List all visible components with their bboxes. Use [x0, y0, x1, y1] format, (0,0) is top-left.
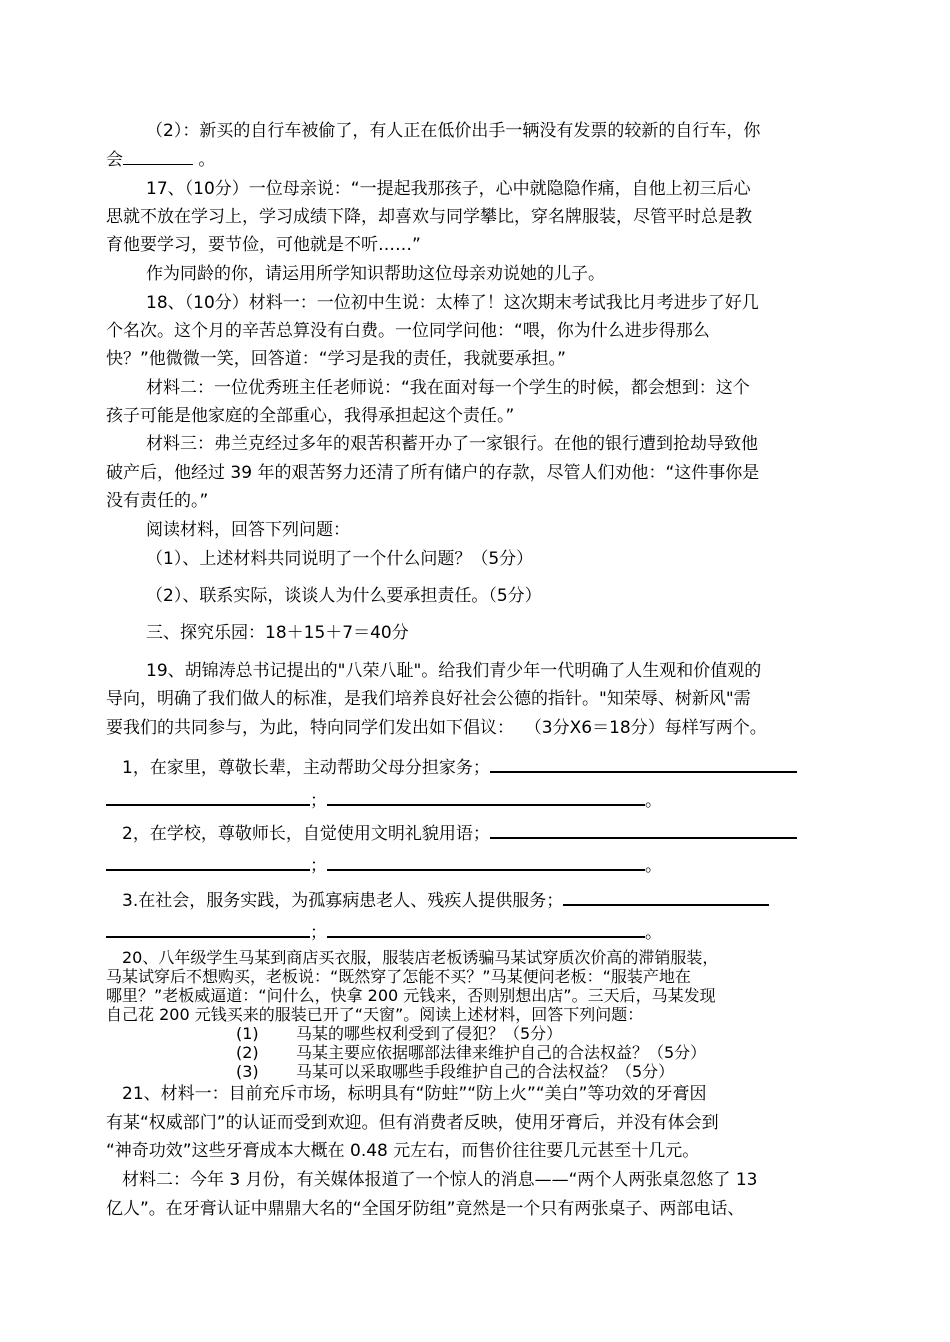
q20-question-3: 马某可以采取哪些手段维护自己的合法权益？（5分） [296, 1062, 675, 1081]
answer-blank[interactable] [123, 150, 193, 165]
q17-line2: 思就不放在学习上，学习成绩下降，却喜欢与同学攀比，穿名牌服装，尽管平时总是教 [106, 207, 752, 227]
q19-item-1-label: 1，在家里，尊敬长辈，主动帮助父母分担家务； [122, 758, 490, 778]
q19-item-3-cont [106, 922, 662, 944]
q20-question-1-number: (1) [236, 1024, 259, 1043]
q16-sub2-line1: （2）：新买的自行车被偷了，有人正在低价出手一辆没有发票的较新的自行车，你 [146, 121, 761, 141]
period: 。 [645, 923, 662, 943]
q19-item-1-cont [106, 790, 662, 812]
q18-line5: 孩子可能是他家庭的全部重心，我得承担起这个责任。” [106, 406, 515, 426]
semicolon: ； [310, 791, 327, 811]
q19-item-2 [122, 823, 797, 845]
answer-blank[interactable] [490, 757, 797, 773]
answer-blank[interactable] [106, 790, 310, 806]
section-3-heading: 三、探究乐园：18＋15＋7＝40分 [146, 623, 409, 643]
q18-line6: 材料三：弗兰克经过多年的艰苦积蓄开办了一家银行。在他的银行遭到抢劫导致他 [146, 434, 758, 454]
q21-line1: 21、材料一：目前充斥市场，标明具有“防蛀”“防上火”“美白”等功效的牙膏因 [122, 1084, 707, 1104]
q20-line1: 20、八年级学生马某到商店买衣服，服装店老板诱骗马某试穿质次价高的滞销服装， [122, 948, 719, 967]
q17-line3: 育他要学习，要节俭，可他就是不听……” [106, 235, 421, 255]
q20-question-2-number: (2) [236, 1043, 259, 1062]
q18-line8: 没有责任的。” [106, 491, 209, 511]
q21-line2: 有某“权威部门”的认证而受到欢迎。但有消费者反映，使用牙膏后，并没有体会到 [106, 1113, 719, 1133]
period: 。 [645, 791, 662, 811]
q18-line1: 18、（10分）材料一：一位初中生说：太棒了！这次期末考试我比月考进步了好几 [146, 293, 759, 313]
period: 。 [645, 856, 662, 876]
q19-item-2-cont [106, 855, 662, 877]
answer-blank[interactable] [563, 890, 769, 906]
q19-item-1 [122, 757, 797, 779]
answer-blank[interactable] [327, 790, 645, 806]
q20-line2: 马某试穿后不想购买，老板说：“既然穿了怎能不买？”马某便问老板：“服装产地在 [106, 967, 691, 986]
answer-blank[interactable] [106, 855, 310, 871]
q17-task: 作为同龄的你，请运用所学知识帮助这位母亲劝说她的儿子。 [146, 264, 605, 284]
q20-line3: 哪里？”老板威逼道：“问什么，快拿 200 元钱来，否则别想出店”。三天后，马某发现 [106, 986, 716, 1005]
q20-question-3-number: (3) [236, 1062, 259, 1081]
q21-line5: 亿人”。在牙膏认证中鼎鼎大名的“全国牙防组”竟然是一个只有两张桌子、两部电话、 [106, 1199, 745, 1219]
q16-sub2-prefix: 会 [106, 150, 123, 170]
q19-item-2-label: 2，在学校，尊敬师长，自觉使用文明礼貌用语； [122, 824, 490, 844]
semicolon: ； [310, 923, 327, 943]
answer-blank[interactable] [490, 823, 797, 839]
q21-line3: “神奇功效”这些牙膏成本大概在 0.48 元左右，而售价往往要几元甚至十几元。 [106, 1141, 700, 1161]
q18-line7: 破产后，他经过 39 年的艰苦努力还清了所有储户的存款，尽管人们劝他：“这件事你是 [106, 463, 760, 483]
answer-blank[interactable] [106, 922, 310, 938]
q21-line4: 材料二：今年 3 月份，有关媒体报道了一个惊人的消息——“两个人两张桌忽悠了 13 [122, 1170, 758, 1190]
q19-line1: 19、胡锦涛总书记提出的"八荣八耻"。给我们青少年一代明确了人生观和价值观的 [146, 661, 762, 681]
q16-sub2-end: 。 [198, 150, 216, 170]
answer-blank[interactable] [327, 922, 645, 938]
q18-line4: 材料二：一位优秀班主任老师说：“我在面对每一个学生的时候，都会想到：这个 [146, 378, 750, 398]
q18-question-2: （2）、联系实际，谈谈人为什么要承担责任。（5分） [146, 586, 542, 606]
q18-instruction: 阅读材料，回答下列问题： [146, 520, 350, 540]
q18-question-1: （1）、上述材料共同说明了一个什么问题？（5分） [146, 549, 534, 569]
q19-line2: 导向，明确了我们做人的标准，是我们培养良好社会公德的指针。"知荣辱、树新风"需 [106, 689, 751, 709]
answer-blank[interactable] [327, 855, 645, 871]
q19-item-3-label: 3.在社会，服务实践，为孤寡病患老人、残疾人提供服务； [122, 891, 564, 911]
q16-sub2-line2 [106, 149, 215, 171]
semicolon: ； [310, 856, 327, 876]
q19-item-3 [122, 890, 769, 912]
q19-line3: 要我们的共同参与，为此，特向同学们发出如下倡议： （3分X6＝18分）每样写两个。 [106, 718, 767, 738]
q20-question-2: 马某主要应依据哪部法律来维护自己的合法权益？（5分） [296, 1043, 707, 1062]
q18-line3: 快？”他微微一笑，回答道：“学习是我的责任，我就要承担。” [106, 349, 566, 369]
q17-line1: 17、（10分）一位母亲说：“一提起我那孩子，心中就隐隐作痛，自他上初三后心 [146, 179, 751, 199]
q18-line2: 个名次。这个月的辛苦总算没有白费。一位同学问他：“喂，你为什么进步得那么 [106, 321, 710, 341]
q20-line4: 自己花 200 元钱买来的服装已开了“天窗”。阅读上述材料，回答下列问题： [106, 1005, 644, 1024]
q20-question-1: 马某的哪些权利受到了侵犯？（5分） [296, 1024, 563, 1043]
